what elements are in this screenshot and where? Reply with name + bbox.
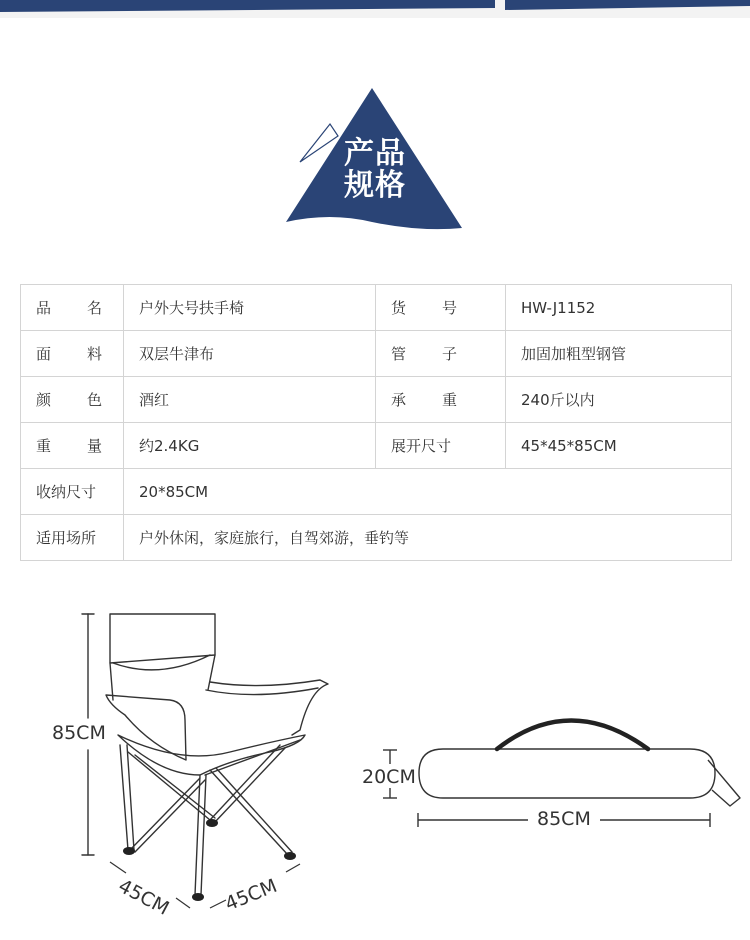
bag-height-label: 20CM xyxy=(362,766,416,788)
spec-value: HW-J1152 xyxy=(506,285,732,331)
spec-value: 加固加粗型钢管 xyxy=(506,331,732,377)
spec-value: 240斤以内 xyxy=(506,377,732,423)
table-row xyxy=(21,423,732,469)
spec-table xyxy=(20,284,732,561)
spec-key: 品 名 xyxy=(21,285,124,331)
bag-length-label: 85CM xyxy=(537,808,591,830)
spec-value: 45*45*85CM xyxy=(506,423,732,469)
spec-key: 货 号 xyxy=(376,285,506,331)
section-title-line1: 产品 xyxy=(344,136,406,171)
spec-value: 双层牛津布 xyxy=(124,331,376,377)
table-row xyxy=(21,285,732,331)
table-row xyxy=(21,377,732,423)
chair-height-label: 85CM xyxy=(52,722,106,744)
section-title-line2: 规格 xyxy=(344,168,406,203)
spec-key: 管 子 xyxy=(376,331,506,377)
spec-key: 适用场所 xyxy=(21,515,124,561)
spec-value: 酒红 xyxy=(124,377,376,423)
spec-key: 重 量 xyxy=(21,423,124,469)
spec-key: 颜 色 xyxy=(21,377,124,423)
section-badge-graphic xyxy=(0,0,750,260)
spec-key: 收纳尺寸 xyxy=(21,469,124,515)
spec-value: 户外大号扶手椅 xyxy=(124,285,376,331)
chair-depth-label: 45CM xyxy=(114,875,173,920)
spec-key: 面 料 xyxy=(21,331,124,377)
spec-key: 展开尺寸 xyxy=(376,423,506,469)
section-title xyxy=(335,138,415,202)
table-row xyxy=(21,331,732,377)
chair-width-label: 45CM xyxy=(222,874,281,916)
spec-value: 约2.4KG xyxy=(124,423,376,469)
table-row xyxy=(21,515,732,561)
table-row xyxy=(21,469,732,515)
spec-value: 20*85CM xyxy=(124,469,732,515)
spec-value: 户外休闲，家庭旅行，自驾郊游，垂钓等 xyxy=(124,515,732,561)
spec-key: 承 重 xyxy=(376,377,506,423)
